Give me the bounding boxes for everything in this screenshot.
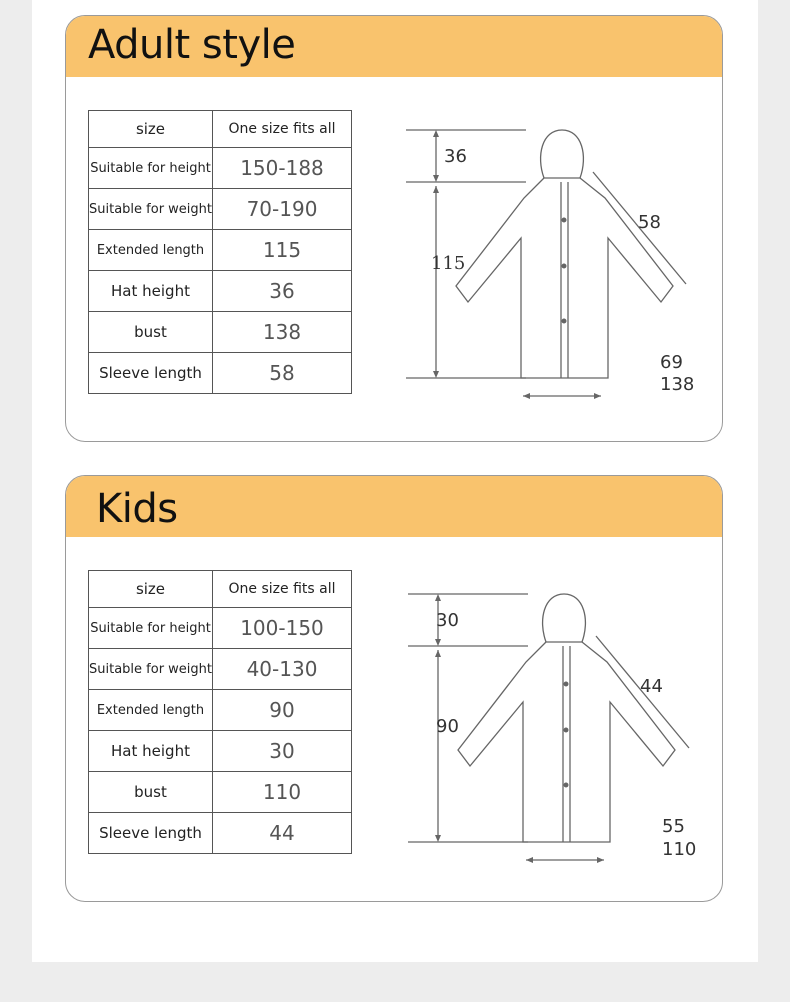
table-header-one-size: One size fits all: [213, 111, 352, 148]
adult-size-panel: [65, 15, 723, 442]
row-label: Suitable for weight: [89, 649, 213, 690]
table-header-one-size: One size fits all: [213, 571, 352, 608]
row-label: bust: [89, 312, 213, 353]
row-value: 40-130: [213, 649, 352, 690]
table-row: [89, 353, 352, 394]
table-header-row: [89, 111, 352, 148]
kids-panel-header: [66, 476, 722, 537]
row-label: Extended length: [89, 690, 213, 731]
table-row: [89, 772, 352, 813]
kids-raincoat-diagram: [396, 576, 706, 876]
kids-panel-title: Kids: [96, 486, 178, 532]
row-value: 58: [213, 353, 352, 394]
table-header-size: size: [89, 111, 213, 148]
dim-sleeve: 58: [638, 212, 661, 233]
dim-half-bust: 69: [660, 352, 683, 373]
row-label: Hat height: [89, 271, 213, 312]
table-row: [89, 312, 352, 353]
row-value: 30: [213, 731, 352, 772]
row-value: 36: [213, 271, 352, 312]
dim-body-length: 90: [436, 716, 459, 737]
dim-hat-height: 30: [436, 610, 459, 631]
kids-size-table: [88, 570, 352, 854]
row-value: 70-190: [213, 189, 352, 230]
table-header-size: size: [89, 571, 213, 608]
dim-bust: 110: [662, 839, 697, 860]
adult-size-table: [88, 110, 352, 394]
table-row: [89, 690, 352, 731]
adult-panel-header: [66, 16, 722, 77]
dim-bust: 138: [660, 374, 695, 395]
table-row: [89, 731, 352, 772]
row-value: 150-188: [213, 148, 352, 189]
row-label: bust: [89, 772, 213, 813]
table-row: [89, 649, 352, 690]
row-label: Suitable for height: [89, 608, 213, 649]
dim-sleeve: 44: [640, 676, 663, 697]
row-label: Suitable for height: [89, 148, 213, 189]
table-row: [89, 148, 352, 189]
table-header-row: [89, 571, 352, 608]
table-row: [89, 813, 352, 854]
dim-half-bust: 55: [662, 816, 685, 837]
row-value: 90: [213, 690, 352, 731]
adult-raincoat-diagram: [396, 116, 706, 416]
table-row: [89, 271, 352, 312]
row-value: 138: [213, 312, 352, 353]
row-label: Sleeve length: [89, 813, 213, 854]
kids-size-panel: [65, 475, 723, 902]
row-label: Sleeve length: [89, 353, 213, 394]
dim-body-length: 115: [431, 253, 466, 274]
row-label: Extended length: [89, 230, 213, 271]
row-label: Hat height: [89, 731, 213, 772]
table-row: [89, 230, 352, 271]
table-row: [89, 189, 352, 230]
row-label: Suitable for weight: [89, 189, 213, 230]
table-row: [89, 608, 352, 649]
adult-panel-title: Adult style: [88, 22, 296, 68]
row-value: 115: [213, 230, 352, 271]
row-value: 100-150: [213, 608, 352, 649]
row-value: 44: [213, 813, 352, 854]
dim-hat-height: 36: [444, 146, 467, 167]
row-value: 110: [213, 772, 352, 813]
